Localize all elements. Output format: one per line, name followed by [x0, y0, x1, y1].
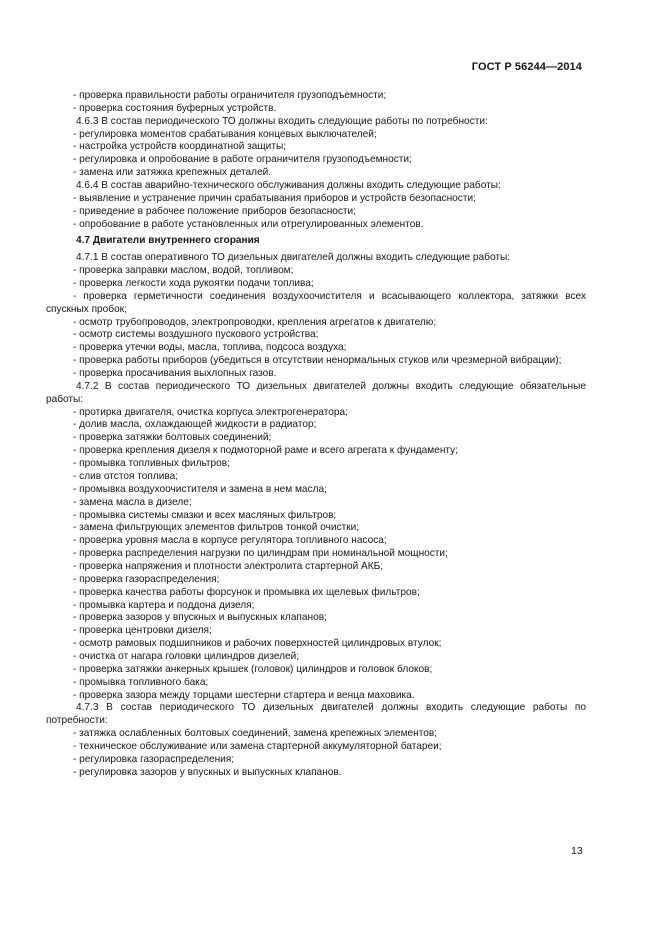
list-item: - регулировка зазоров у впускных и выпускных клапанов. [73, 766, 342, 778]
list-item: - затяжка ослабленных болтовых соединений, замена крепежных элементов; [73, 728, 438, 740]
paragraph-4-7-1: 4.7.1 В состав оперативного ТО дизельных двигателей должны входить следующие работы: [76, 252, 511, 264]
list-item: - осмотр системы воздушного пускового устройства; [73, 329, 319, 341]
list-item: - проверка легкости хода рукоятки подачи топлива; [73, 278, 314, 290]
list-item-wrapped: - проверка работы приборов (убедиться в отсутствии ненормальных стуков или чрезмерной вибрации); [73, 355, 562, 367]
paragraph-4-6-4: 4.6.4 В состав аварийно-технического обслуживания должны входить следующие работы: [76, 180, 501, 192]
list-item: - долив масла, охлаждающей жидкости в радиатор; [73, 419, 317, 431]
paragraph-4-6-3: 4.6.3 В состав периодического ТО должны входить следующие работы по потребности: [76, 115, 488, 127]
list-item: - регулировка газораспределения; [73, 753, 235, 765]
list-item: - регулировка и опробование в работе ограничителя грузоподъемности; [73, 154, 412, 166]
list-item-wrapped: - проверка герметичности соединения воздухоочистителя и всасывающего коллектора, затяжки всех спускных пробок; [46, 290, 586, 315]
list-item: - проверка правильности работы ограничителя грузоподъемности; [73, 90, 387, 101]
list-item: - осмотр трубопроводов, электропроводки, крепления агрегатов к двигателю; [73, 316, 437, 328]
list-item: - выявление и устранение причин срабатывания приборов и устройств безопасности; [73, 192, 476, 204]
list-item: - проверка зазоров у впускных и выпускных клапанов; [73, 612, 327, 624]
list-item: - техническое обслуживание или замена стартерной аккумуляторной батареи; [73, 740, 442, 752]
list-item: - промывка системы смазки и всех масляных фильтров; [73, 509, 337, 521]
list-item: - промывка топливного бака; [73, 676, 209, 688]
document-body [46, 90, 586, 780]
list-item: - проверка состояния буферных устройств. [73, 102, 277, 114]
list-item: - проверка зазора между торцами шестерни стартера и венца маховика. [73, 689, 415, 701]
list-item: - регулировка моментов срабатывания концевых выключателей; [73, 128, 377, 140]
list-item: - промывка воздухоочистителя и замена в нем масла; [73, 483, 327, 495]
list-item: - осмотр рамовых подшипников и рабочих поверхностей цилиндровых втулок; [73, 638, 442, 650]
paragraph-4-7-2: 4.7.2 В состав периодического ТО дизельных двигателей должны входить следующие обязательные работы: [46, 380, 586, 405]
list-item: - проверка затяжки анкерных крышек (головок) цилиндров и головок блоков; [73, 663, 433, 675]
list-item: - промывка картера и поддона дизеля; [73, 599, 255, 611]
list-item: - проверка распределения нагрузки по цилиндрам при номинальной мощности; [73, 548, 448, 560]
document-code-header: ГОСТ Р 56244—2014 [471, 61, 582, 73]
list-item: - проверка просачивания выхлопных газов. [73, 368, 277, 380]
list-item: - проверка крепления дизеля к подмоторной раме и всего агрегата к фундаменту; [73, 445, 459, 457]
list-item: - замена масла в дизеле; [73, 496, 192, 508]
paragraph-4-7-3: 4.7.3 В состав периодического ТО дизельных двигателей должны входить следующие работы по потребности: [46, 702, 586, 727]
list-item: - очистка от нагара головки цилиндров дизелей; [73, 650, 300, 662]
list-item: - проверка качества работы форсунок и промывка их щелевых фильтров; [73, 586, 420, 598]
list-item: - проверка напряжения и плотности электролита стартерной АКБ; [73, 560, 384, 572]
page-number: 13 [571, 845, 583, 857]
list-item: - протирка двигателя, очистка корпуса электрогенератора; [73, 406, 348, 418]
list-item: - промывка топливных фильтров; [73, 458, 230, 470]
list-item: - проверка утечки воды, масла, топлива, подсоса воздуха; [73, 342, 347, 354]
list-item: - проверка затяжки болтовых соединений; [73, 432, 272, 444]
list-item: - настройка устройств координатной защиты; [73, 141, 287, 153]
list-item: - замена или затяжка крепежных деталей. [73, 167, 272, 179]
list-item: - проверка заправки маслом, водой, топливом; [73, 265, 294, 277]
section-heading: 4.7 Двигатели внутреннего сгорания [76, 235, 260, 247]
list-item: - проверка уровня масла в корпусе регулятора топливного насоса; [73, 535, 387, 547]
list-item: - опробование в работе установленных или отрегулированных элементов. [73, 218, 424, 230]
list-item: - замена фильтрующих элементов фильтров тонкой очистки; [73, 522, 360, 534]
list-item: - слив отстоя топлива; [73, 470, 179, 482]
list-item: - проверка газораспределения; [73, 573, 220, 585]
list-item: - проверка центровки дизеля; [73, 625, 212, 637]
list-item: - приведение в рабочее положение приборов безопасности; [73, 205, 356, 217]
